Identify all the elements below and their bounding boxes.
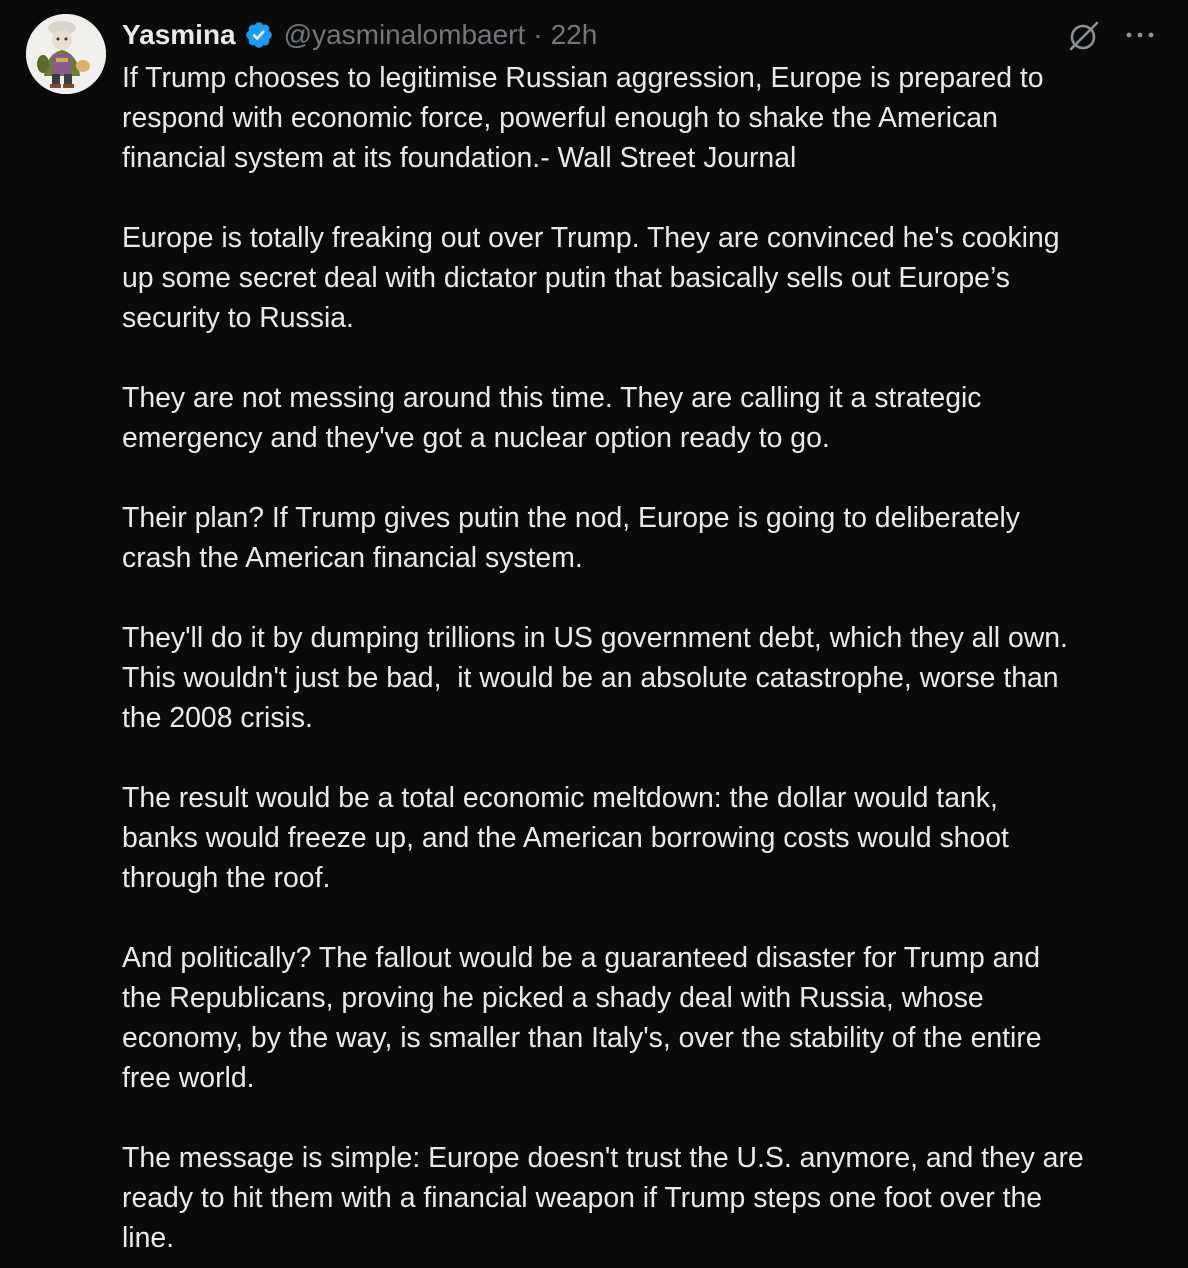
- tweet-text: [122, 58, 1172, 1258]
- tweet-line: banks would freeze up, and the American borrowing costs would shoot: [122, 822, 1009, 854]
- tweet-line: crash the American financial system.: [122, 542, 583, 574]
- grok-icon[interactable]: [1066, 18, 1102, 54]
- tweet-paragraph: [122, 938, 1172, 1098]
- tweet-header: [122, 16, 597, 54]
- verified-badge-icon: [244, 20, 274, 50]
- tweet-paragraph: [122, 58, 1172, 178]
- tweet-line: line.: [122, 1222, 175, 1254]
- tweet-line: They'll do it by dumping trillions in US government debt, which they all own.: [122, 622, 1068, 654]
- more-options-icon[interactable]: [1122, 20, 1158, 50]
- tweet-line: the Republicans, proving he picked a shady deal with Russia, whose: [122, 982, 984, 1014]
- tweet-line: security to Russia.: [122, 302, 354, 334]
- separator-dot: ·: [533, 19, 543, 50]
- tweet-line: respond with economic force, powerful enough to shake the American: [122, 102, 998, 134]
- tweet-line: financial system at its foundation.- Wall Street Journal: [122, 142, 797, 174]
- tweet-line: The message is simple: Europe doesn't trust the U.S. anymore, and they are: [122, 1142, 1084, 1174]
- tweet-paragraph: [122, 498, 1172, 578]
- tweet-line: economy, by the way, is smaller than Italy's, over the stability of the entire: [122, 1022, 1042, 1054]
- tweet-line: If Trump chooses to legitimise Russian aggression, Europe is prepared to: [122, 62, 1044, 94]
- tweet-line: up some secret deal with dictator putin that basically sells out Europe’s: [122, 262, 1010, 294]
- tweet-paragraph: [122, 618, 1172, 738]
- tweet-line: ready to hit them with a financial weapon if Trump steps one foot over the: [122, 1182, 1043, 1214]
- tweet-paragraph: [122, 218, 1172, 338]
- avatar-image: [26, 14, 106, 94]
- author-handle[interactable]: @yasminalombaert: [283, 19, 526, 50]
- tweet-line: the 2008 crisis.: [122, 702, 313, 734]
- timestamp[interactable]: 22h: [550, 19, 598, 50]
- tweet-line: Europe is totally freaking out over Trump. They are convinced he's cooking: [122, 222, 1060, 254]
- tweet-paragraph: [122, 378, 1172, 458]
- tweet-line: And politically? The fallout would be a guaranteed disaster for Trump and: [122, 942, 1040, 974]
- avatar[interactable]: [26, 14, 106, 94]
- tweet-line: This wouldn't just be bad, it would be an absolute catastrophe, worse than: [122, 662, 1059, 694]
- tweet-line: Their plan? If Trump gives putin the nod, Europe is going to deliberately: [122, 502, 1020, 534]
- tweet-line: They are not messing around this time. They are calling it a strategic: [122, 382, 982, 414]
- author-name[interactable]: Yasmina: [122, 19, 236, 50]
- tweet-paragraph: [122, 1138, 1172, 1258]
- tweet-line: free world.: [122, 1062, 255, 1094]
- tweet-line: emergency and they've got a nuclear option ready to go.: [122, 422, 830, 454]
- tweet-line: The result would be a total economic meltdown: the dollar would tank,: [122, 782, 998, 814]
- tweet-line: through the roof.: [122, 862, 331, 894]
- tweet-paragraph: [122, 778, 1172, 898]
